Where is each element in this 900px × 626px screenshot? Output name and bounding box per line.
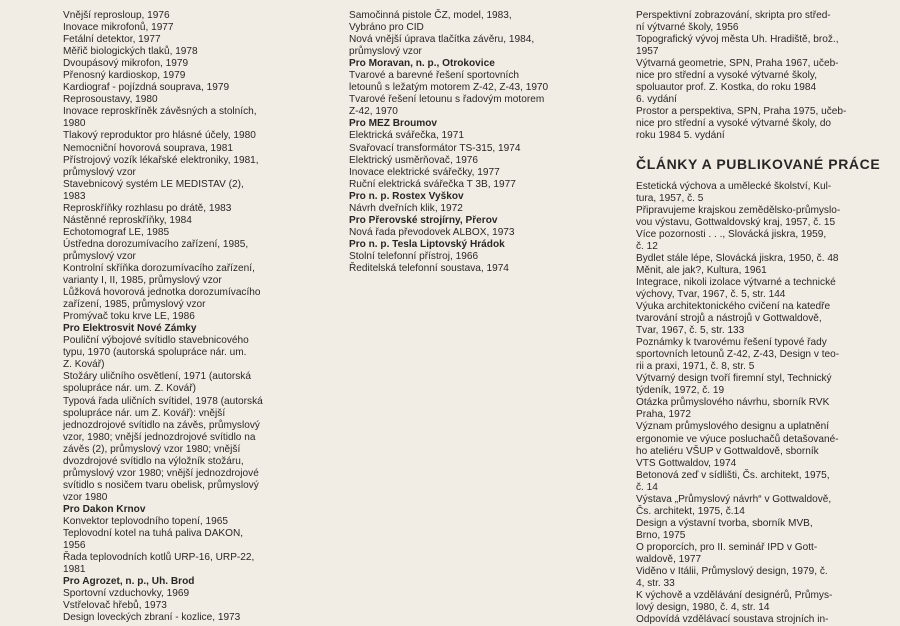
list-item: Design loveckých zbraní - kozlice, 1973 [63,612,241,624]
list-item: Stolní telefonní přístroj, 1966 [349,250,479,262]
list-item: Více pozornosti . . ., Slovácká jiskra, 1959, č. 12 [636,228,827,252]
list-item: Otázka průmyslového návrhu, sborník RVK Praha, 1972 [636,397,830,421]
list-item: Design a výstavní tvorba, sborník MVB, Brno, 1975 [636,517,813,541]
list-item: Tvarové řešení letounu s řadovým motorem Z-42, 1970 [349,94,545,118]
list-item: Promývač toku krve LE, 1986 [63,311,195,323]
list-item: Tvarové a barevné řešení sportovních letounů s ležatým motorem Z-42, Z-43, 1970 [349,70,549,94]
list-item: Elektrická svářečka, 1971 [349,130,465,142]
list-item: Vstřelovač hřebů, 1973 [63,600,167,612]
list-item: Nová řada převodovek ALBOX, 1973 [349,226,515,238]
client-heading: Pro n. p. Rostex Vyškov [349,190,464,202]
list-item: Přenosný kardioskop, 1979 [63,70,186,82]
list-item: Echotomograf LE, 1985 [63,226,170,238]
client-heading: Pro Moravan, n. p., Otrokovice [349,58,495,70]
column-right [636,10,893,626]
list-item: Svařovací transformátor TS-315, 1974 [349,142,521,154]
list-item: Reprosoustavy, 1980 [63,94,158,106]
list-item: Vnější reprosloup, 1976 [63,10,170,21]
list-item: Topografický vývoj města Uh. Hradiště, brož., 1957 [636,34,839,58]
list-item: Výtvarná geometrie, SPN, Praha 1967, učeb- nice pro střední a vysoké výtvarné školy, spoluautor prof. Z. Kostka, do roku 1984 6. vydání [636,58,839,106]
list-item: Betonová zeď v sídlišti, Čs. architekt, 1975, č. 14 [636,469,830,493]
list-item: Výuka architektonického cvičení na katedře tvarování strojů a nástrojů v Gottwaldově, Tvar, 1967, č. 5, str. 133 [636,300,831,337]
list-item: Estetická výchova a umělecké školství, Kul- tura, 1957, č. 5 [636,180,832,204]
list-item: Přístrojový vozík lékařské elektroniky, 1981, průmyslový vzor [63,154,259,178]
list-item: Perspektivní zobrazování, skripta pro střed- ní výtvarné školy, 1956 [636,10,831,34]
list-item: Nástěnné reproskříňky, 1984 [63,214,192,226]
list-item: Inovace mikrofonů, 1977 [63,22,174,34]
list-item: Typová řada uličních svítidel, 1978 (autorská spolupráce nár. um Z. Kovář): vnější jednozdrojové svítidlo na závěs, průmyslový vzor, 1980; vnější jednozdrojové svítidlo na závěs (2), průmyslový vzor 1980; vnější dvozdrojové svítidlo na výložník stožáru, průmyslový vzor 1980; vnější jednozdrojové svítidlo s nosičem tvaru obelisk, průmyslový vzor 1980 [63,395,263,503]
list-item: Dvoupásový mikrofon, 1979 [63,58,189,70]
list-item: Stožáry uličního osvětlení, 1971 (autorská spolupráce nár. um. Z. Kovář) [63,371,251,395]
list-item: Sportovní vzduchovky, 1969 [63,588,190,600]
list-item: Poznámky k tvarovému řešení typové řady sportovních letounů Z-42, Z-43, Design v teo- rii a praxi, 1971, č. 8, str. 5 [636,337,840,373]
column-middle [349,10,611,275]
client-heading: Pro Elektrosvit Nové Zámky [63,323,197,335]
list-item: Lůžková hovorová jednotka dorozumívacího zařízení, 1985, průmyslový vzor [63,287,261,311]
list-item: Výstava „Průmyslový návrh“ v Gottwaldově, Čs. architekt, 1975, č.14 [636,493,832,517]
client-heading: Pro MEZ Broumov [349,118,438,130]
list-item: Ředitelská telefonní soustava, 1974 [349,262,509,274]
client-heading: Pro Dakon Krnov [63,503,146,515]
list-item: Kardiograf - pojízdná souprava, 1979 [63,82,230,94]
list-item: Konvektor teplovodního topení, 1965 [63,515,228,527]
list-item: Připravujeme krajskou zemědělsko-průmyslo- vou výstavu, Gottwaldovský kraj, 1957, č. 15 [636,204,841,228]
list-item: Elektrický usměrňovač, 1976 [349,154,479,166]
client-heading: Pro Přerovské strojírny, Přerov [349,214,498,226]
list-item: Pouliční výbojové svítidlo stavebnicového typu, 1970 (autorská spolupráce nár. um. Z. Kovář) [63,335,249,371]
column-left [63,10,325,624]
list-item: K výchově a vzdělávání designérů, Průmys- lový design, 1980, č. 4, str. 14 [636,590,833,614]
list-item: Ruční elektrická svářečka T 3B, 1977 [349,178,516,190]
list-item: Ústředna dorozumívacího zařízení, 1985, průmyslový vzor [63,238,249,262]
list-item: Prostor a perspektiva, SPN, Praha 1975, učeb- nice pro střední a vysoké výtvarné školy, do roku 1984 5. vydání [636,106,847,142]
list-item: Stavebnicový systém LE MEDISTAV (2), 1983 [63,178,244,202]
list-item: Inovace elektrické svářečky, 1977 [349,166,500,178]
list-item: O proporcích, pro II. seminář IPD v Gott- waldově, 1977 [636,541,818,565]
list-item: Samočinná pistole ČZ, model, 1983, Vybráno pro CID [349,10,512,34]
section-heading: ČLÁNKY A PUBLIKOVANÉ PRÁCE [636,155,881,172]
list-item: Význam průmyslového designu a uplatnění ergonomie ve výuce posluchačů detašované- ho ateliéru VŠUP v Gottwaldově, sborník VTS Gottwaldov, 1974 [636,421,839,469]
client-heading: Pro Agrozet, n. p., Uh. Brod [63,576,195,588]
list-item: Výtvarný design tvoří firemní styl, Technický týdeník, 1972, č. 19 [636,373,832,397]
list-item: Teplovodní kotel na tuhá paliva DAKON, 1956 [63,528,244,552]
list-item: Nemocniční hovorová souprava, 1981 [63,142,234,154]
list-item: Odpovídá vzdělávací soustava strojních in- [636,614,829,626]
list-item: Řada teplovodních kotlů URP-16, URP-22, 1981 [63,552,255,576]
list-item: Kontrolní skříňka dorozumívacího zařízení, varianty I, II, 1985, průmyslový vzor [63,262,255,287]
list-item: Návrh dveřních klik, 1972 [349,202,463,214]
list-item: Měnit, ale jak?, Kultura, 1961 [636,264,767,276]
list-item: Nová vnější úprava tlačítka závěru, 1984, průmyslový vzor [349,34,535,58]
list-item: Viděno v Itálii, Průmyslový design, 1979, č. 4, str. 33 [636,566,828,590]
client-heading: Pro n. p. Tesla Liptovský Hrádok [349,238,505,250]
list-item: Inovace reproskříněk závěsných a stolních, 1980 [63,106,257,130]
list-item: Bydlet stále lépe, Slovácká jiskra, 1950, č. 48 [636,252,839,264]
list-item: Měřič biologických tlaků, 1978 [63,46,198,58]
list-item: Tlakový reproduktor pro hlásné účely, 1980 [63,130,256,142]
list-item: Integrace, nikoli izolace výtvarné a technické výchovy, Tvar, 1967, č. 5, str. 144 [636,276,836,300]
list-item: Reproskříňky rozhlasu po drátě, 1983 [63,202,232,214]
list-item: Fetální detektor, 1977 [63,34,161,46]
